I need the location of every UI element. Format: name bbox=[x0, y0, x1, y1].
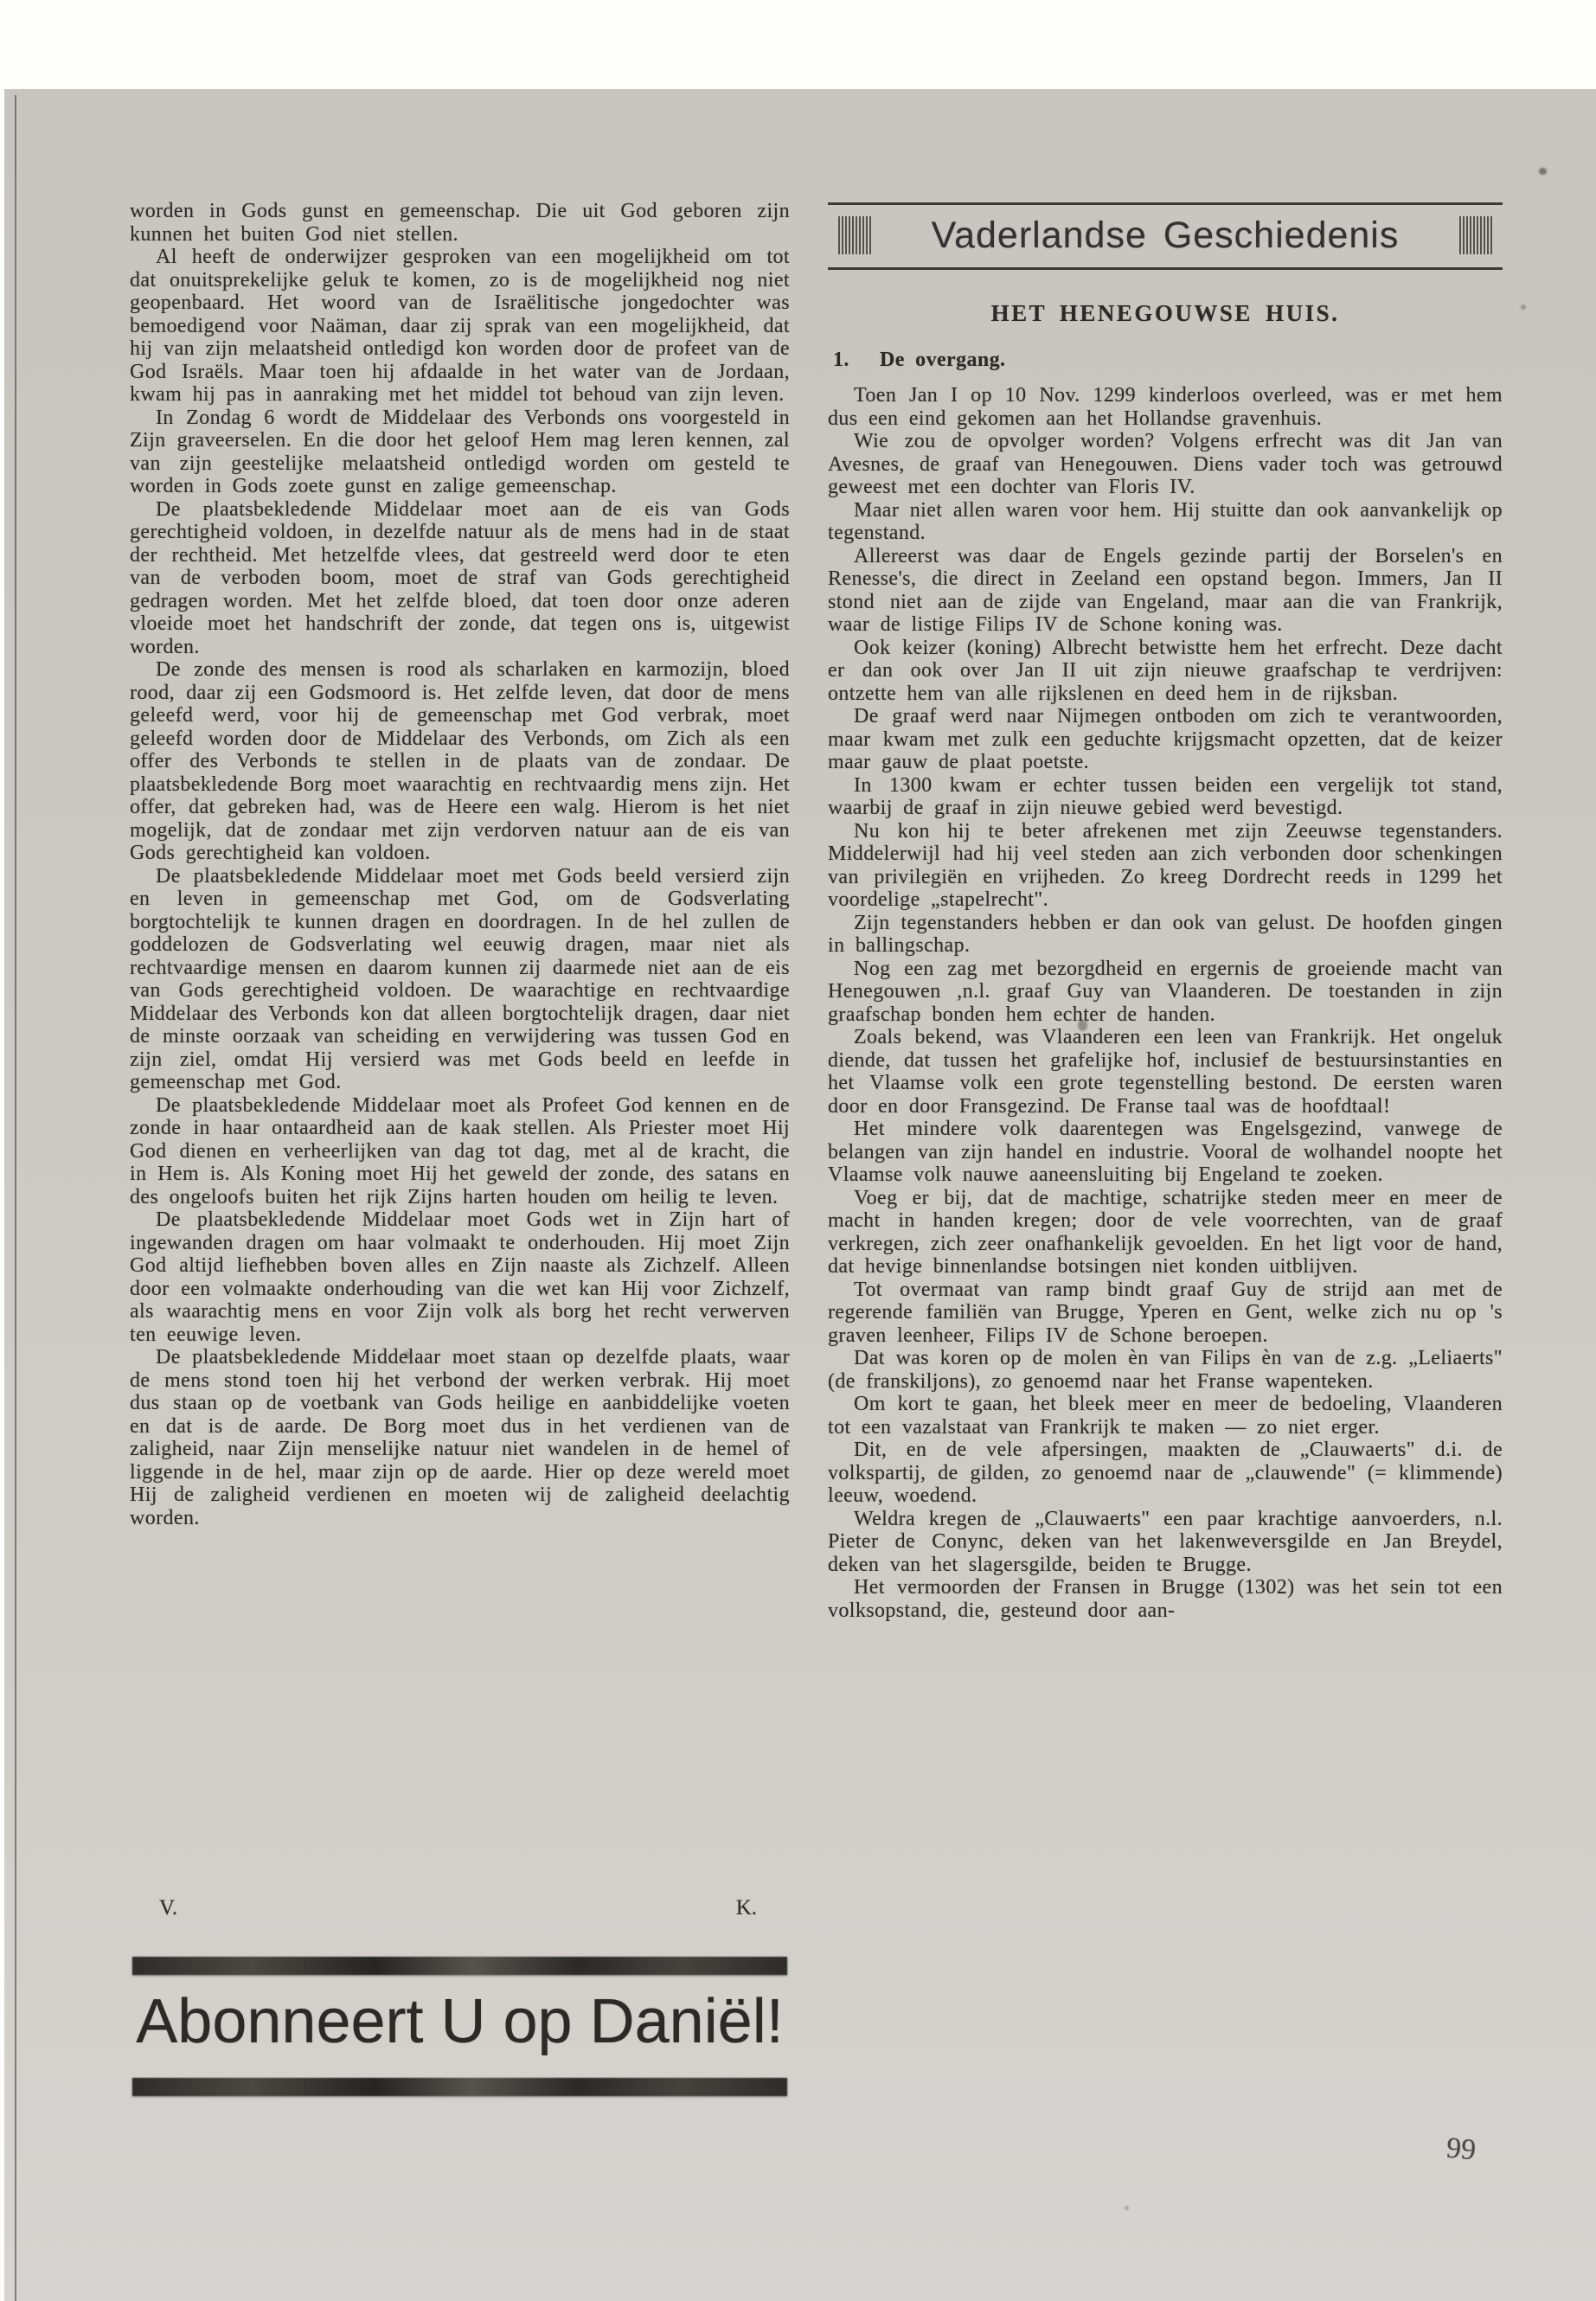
article-paragraph: Nog een zag met bezorgdheid en ergernis de groeiende macht van Henegouwen ,n.l. graaf Guy van Vlaanderen. De toestanden in zijn graafschap bonden hem echter de handen. bbox=[828, 957, 1503, 1026]
subsection-heading bbox=[828, 349, 1503, 372]
scan-edge-line bbox=[15, 95, 16, 2301]
right-column bbox=[828, 201, 1503, 1622]
article-paragraph: De graaf werd naar Nijmegen ontboden om zich te verantwoorden, maar kwam met zulk een geduchte krijgsmacht opzetten, dat de keizer maar gauw de plaat poetste. bbox=[828, 705, 1503, 773]
left-column-article-body bbox=[130, 200, 790, 1529]
article-paragraph: Dit, en de vele afpersingen, maakten de „Clauwaerts" d.i. de volkspartij, de gilden, zo genoemd naar de „clauwende" (= klimmende) leeuw, woedend. bbox=[828, 1439, 1503, 1507]
signature-line bbox=[130, 1896, 790, 1920]
article-paragraph: Voeg er bij, dat de machtige, schatrijke steden meer en meer de macht in handen kregen; door de vele voorrechten, van de graaf verkregen, zich zeer onafhankelijk gevoelden. En het ligt voor de hand, dat hevige binnenlandse botsingen niet konden uitblijven. bbox=[828, 1186, 1503, 1278]
article-paragraph: Het vermoorden der Fransen in Brugge (1302) was het sein tot een volksopstand, die, gesteund door aan- bbox=[828, 1576, 1503, 1622]
article-paragraph: Allereerst was daar de Engels gezinde partij der Borselen's en Renesse's, die direct in Zeeland een opstand begon. Immers, Jan II stond niet aan de zijde van Engeland, maar aan die van Frankrijk, waar de listige Filips IV de Schone koning was. bbox=[828, 544, 1503, 636]
article-paragraph: Toen Jan I op 10 Nov. 1299 kinderloos overleed, was er met hem dus een eind gekomen aan het Hollandse gravenhuis. bbox=[828, 384, 1503, 430]
article-paragraph: In Zondag 6 wordt de Middelaar des Verbonds ons voorgesteld in Zijn graveerselen. En die door het geloof Hem mag leren kennen, zal van zijn geestelijke melaatsheid ontledigd worden om gesteld te worden in Gods zoete gunst en zalige gemeenschap. bbox=[130, 406, 790, 497]
article-paragraph: Om kort te gaan, het bleek meer en meer de bedoeling, Vlaanderen tot een vazalstaat van Frankrijk te maken — zo niet erger. bbox=[828, 1393, 1503, 1439]
article-paragraph: Ook keizer (koning) Albrecht betwistte hem het erfrecht. Deze dacht er dan ook over Jan II uit zijn nieuwe graafschap te verdrijven: ontzette hem van alle rijkslenen en deed hem in de rijksban. bbox=[828, 636, 1503, 705]
banner-bar-bottom bbox=[132, 2078, 787, 2096]
article-title: HET HENEGOUWSE HUIS. bbox=[990, 300, 1340, 326]
article-paragraph: Tot overmaat van ramp bindt graaf Guy de strijd aan met de regerende familiën van Brugge, Yperen en Gent, welke zich nu op 's graven leenheer, Filips IV de Schone beroepen. bbox=[828, 1278, 1503, 1347]
subsection-title: De overgang. bbox=[880, 348, 1006, 371]
article-paragraph: De zonde des mensen is rood als scharlaken en karmozijn, bloed rood, daar zij een Godsmoord is. Het zelfde leven, dat door de mens geleefd werd, voor hij de gemeenschap met God verbrak, moet geleefd worden door de Middelaar des Verbonds, om Zich als een offer des Verbonds te stellen in de plaats van de zondaar. De plaatsbekledende Borg moet waarachtig en rechtvaardig mens zijn. Het offer, dat gebreken had, was de Heere een walg. Hierom is het niet mogelijk, dat de zondaar met zijn verdorven natuur aan de eis van Gods gerechtigheid kan voldoen. bbox=[130, 658, 790, 864]
article-paragraph: Maar niet allen waren voor hem. Hij stuitte dan ook aanvankelijk op tegenstand. bbox=[828, 498, 1503, 544]
subscribe-banner-text: Abonneert U op Daniël! bbox=[136, 1987, 784, 2056]
article-paragraph: De plaatsbekledende Middelaar moet aan de eis van Gods gerechtigheid voldoen, in dezelfde natuur als de mens had in de staat der rechtheid. Met hetzelfde vlees, dat gestreeld werd door te eten van de verboden boom, moet de straf van Gods gerechtigheid gedragen worden. Met het zelfde bloed, dat toen door onze aderen vloeide moet het handschrift der zonde, dat tegen ons is, uitgewist worden. bbox=[130, 497, 790, 658]
scan-speck bbox=[1539, 168, 1547, 175]
article-paragraph: Zoals bekend, was Vlaanderen een leen van Frankrijk. Het ongeluk diende, dat tussen het grafelijke hof, inclusief de bestuursinstanties en het Vlaamse volk een grote tegenstelling bestond. De eersten waren door en door Fransgezind. De Franse taal was de hoofdtaal! bbox=[828, 1026, 1503, 1118]
article-paragraph: Wie zou de opvolger worden? Volgens erfrecht was dit Jan van Avesnes, de graaf van Henegouwen. Diens vader toch was getrouwd geweest met een dochter van Floris IV. bbox=[828, 430, 1503, 498]
article-paragraph: In 1300 kwam er echter tussen beiden een vergelijk tot stand, waarbij de graaf in zijn nieuwe gebied werd bevestigd. bbox=[828, 773, 1503, 819]
article-paragraph: worden in Gods gunst en gemeenschap. Die uit God geboren zijn kunnen het buiten God niet stellen. bbox=[130, 200, 790, 246]
hatch-ornament-left-icon bbox=[838, 216, 871, 254]
scan-speck bbox=[1521, 304, 1526, 310]
article-paragraph: Nu kon hij te beter afrekenen met zijn Zeeuwse tegenstanders. Middelerwijl had hij veel steden aan zich verbonden door schenkingen van privilegiën en vrijheden. Zo kreeg Dordrecht reeds in 1299 het voordelige „stapelrecht". bbox=[828, 819, 1503, 911]
section-header bbox=[828, 202, 1503, 270]
article-paragraph: De plaatsbekledende Middelaar moet als Profeet God kennen en de zonde in haar ontaardheid aan de kaak stellen. Als Priester moet Hij God dienen en verheerlijken van dag tot dag, met al de kracht, die in Hem is. Als Koning moet Hij het geweld der zonde, des satans en des ongeloofs buiten het rijk Zijns harten houden om heilig te leven. bbox=[130, 1093, 790, 1208]
article-paragraph: Dat was koren op de molen èn van Filips èn van de z.g. „Leliaerts" (de franskiljons), zo genoemd naar het Franse wapenteken. bbox=[828, 1347, 1503, 1393]
article-paragraph: De plaatsbekledende Middelaar moet staan op dezelfde plaats, waar de mens stond toen hij het verbond der werken verbrak. Hij moet dus staan op de voetbank van Gods heilige en aanbiddelijke voeten en dat is de aarde. De Borg moet dus in het verdienen van de zaligheid, naar Zijn menselijke natuur niet wandelen in de hemel of liggende in de hel, maar zijn op de aarde. Hier op deze wereld moet Hij de zaligheid verdienen en moeten wij de zaligheid deelachtig worden. bbox=[130, 1346, 790, 1529]
right-column-article-body bbox=[828, 384, 1503, 1622]
article-paragraph: Al heeft de onderwijzer gesproken van een mogelijkheid om tot dat onuitsprekelijke geluk te komen, zo is de mogelijkheid nog niet geopenbaard. Het woord van de Israëlitische jongedochter was bemoedigend voor Naäman, daar zij sprak van een mogelijkheid, dat hij van zijn melaatsheid ontledigd kon worden door de profeet van de God Israëls. Maar toen hij afdaalde in het water van de Jordaan, kwam hij pas in aanraking met het middel tot behoud van zijn leven. bbox=[130, 246, 790, 406]
article-paragraph: Het mindere volk daarentegen was Engelsgezind, vanwege de belangen van zijn handel en industrie. Vooral de wolhandel noopte het Vlaamse volk nauwe aaneensluiting bij Engeland te zoeken. bbox=[828, 1118, 1503, 1186]
signature-initial-left: V. bbox=[159, 1896, 178, 1920]
article-paragraph: Weldra kregen de „Clauwaerts" een paar krachtige aanvoerders, n.l. Pieter de Conync, deken van het lakenweversgilde en Jan Breydel, deken van het slagersgilde, beiden te Brugge. bbox=[828, 1507, 1503, 1576]
banner-bar-top bbox=[132, 1957, 787, 1975]
article-paragraph: Zijn tegenstanders hebben er dan ook van gelust. De hoofden gingen in ballingschap. bbox=[828, 911, 1503, 957]
signature-initial-right: K. bbox=[735, 1896, 757, 1920]
subsection-number: 1. bbox=[833, 348, 849, 371]
scan-speck bbox=[1125, 2206, 1129, 2210]
page-number: 99 bbox=[1445, 2131, 1477, 2167]
article-paragraph: De plaatsbekledende Middelaar moet Gods wet in Zijn hart of ingewanden dragen om haar volmaakt te onderhouden. Hij moet Zijn God altijd liefhebben boven alles en Zijn naaste als Zichzelf. Alleen door een volmaakte onderhouding van die wet kan Hij voor Zichzelf, als waarachtig mens en voor Zijn volk als borg het recht verwerven ten eeuwige leven. bbox=[130, 1208, 790, 1346]
article-paragraph: De plaatsbekledende Middelaar moet met Gods beeld versierd zijn en leven in gemeenschap met God, om de Godsverlating borgtochtelijk te kunnen dragen en doordragen. In de hel zullen de goddelozen de Godsverlating wel eeuwig dragen, maar niet als rechtvaardige mensen en daarom kunnen zij daarmede niet aan de eis van Gods gerechtigheid voldoen. De waarachtige en rechtvaardige Middelaar des Verbonds kon dat alleen borgtochtelijk dragen, daar niet de minste oorzaak van scheiding en verwijdering was tussen God en zijn ziel, omdat Hij versierd was met Gods beeld en leefde in gemeenschap met God. bbox=[130, 864, 790, 1093]
hatch-ornament-right-icon bbox=[1459, 216, 1492, 254]
section-title: Vaderlandse Geschiedenis bbox=[931, 214, 1400, 256]
